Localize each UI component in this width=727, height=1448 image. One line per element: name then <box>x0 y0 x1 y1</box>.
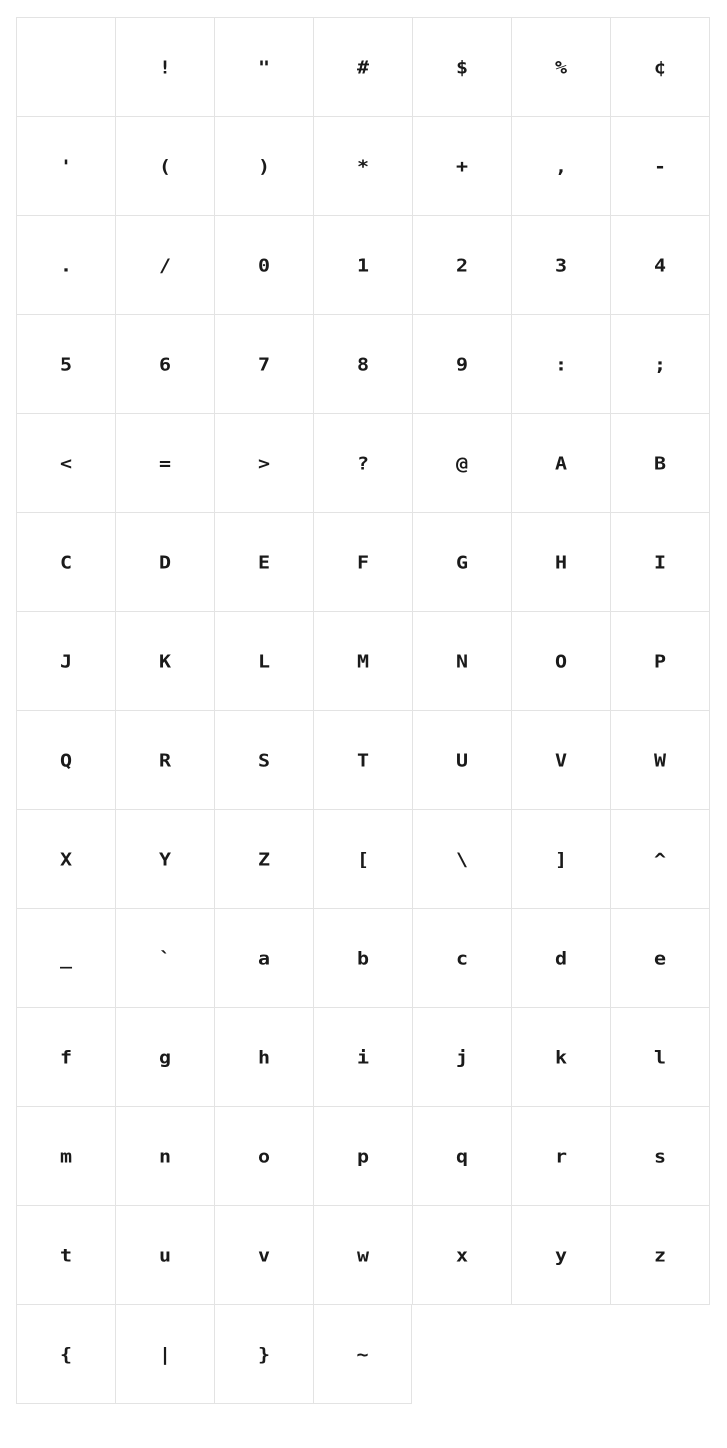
glyph-char: 4 <box>653 254 667 276</box>
glyph-char: m <box>59 1145 73 1167</box>
glyph-char: U <box>455 749 469 771</box>
glyph-row <box>16 809 711 908</box>
glyph-char: X <box>59 848 73 870</box>
glyph-cell <box>214 809 313 908</box>
glyph-char: ; <box>653 353 667 375</box>
glyph-cell <box>16 17 115 116</box>
glyph-cell <box>115 908 214 1007</box>
glyph-cell <box>214 1304 313 1404</box>
glyph-char: Z <box>257 848 271 870</box>
glyph-char: ) <box>257 155 271 177</box>
glyph-cell <box>16 908 115 1007</box>
glyph-char: ( <box>158 155 172 177</box>
glyph-cell <box>214 413 313 512</box>
glyph-row <box>16 215 711 314</box>
glyph-char: 2 <box>455 254 469 276</box>
glyph-cell <box>511 512 610 611</box>
glyph-char: ! <box>158 56 172 78</box>
glyph-char: ' <box>59 155 73 177</box>
glyph-cell <box>412 1007 511 1106</box>
glyph-char: C <box>59 551 73 573</box>
glyph-char: v <box>257 1244 271 1266</box>
glyph-cell <box>16 314 115 413</box>
glyph-cell <box>610 512 710 611</box>
glyph-char: 8 <box>356 353 370 375</box>
glyph-char: t <box>59 1244 73 1266</box>
glyph-char: \ <box>455 848 469 870</box>
glyph-cell <box>16 413 115 512</box>
glyph-cell <box>115 710 214 809</box>
glyph-cell <box>313 116 412 215</box>
glyph-char: M <box>356 650 370 672</box>
glyph-row <box>16 314 711 413</box>
glyph-char: N <box>455 650 469 672</box>
glyph-cell <box>511 809 610 908</box>
glyph-cell <box>16 512 115 611</box>
glyph-char: ^ <box>653 848 667 870</box>
glyph-row <box>16 17 711 116</box>
glyph-cell <box>412 1106 511 1205</box>
glyph-char: % <box>554 56 568 78</box>
glyph-char: O <box>554 650 568 672</box>
glyph-char: b <box>356 947 370 969</box>
glyph-cell <box>511 314 610 413</box>
glyph-char: l <box>653 1046 667 1068</box>
glyph-cell <box>313 1106 412 1205</box>
empty-cell <box>610 1304 709 1403</box>
glyph-cell <box>610 1007 710 1106</box>
glyph-cell <box>313 1304 412 1404</box>
glyph-cell <box>313 512 412 611</box>
glyph-cell <box>412 710 511 809</box>
glyph-cell <box>511 17 610 116</box>
glyph-char: j <box>455 1046 469 1068</box>
glyph-char: ` <box>158 947 172 969</box>
empty-cell <box>511 1304 610 1403</box>
glyph-cell <box>610 1106 710 1205</box>
glyph-char: y <box>554 1244 568 1266</box>
glyph-cell <box>412 215 511 314</box>
glyph-cell <box>115 215 214 314</box>
glyph-cell <box>214 116 313 215</box>
glyph-char: $ <box>455 56 469 78</box>
glyph-cell <box>115 611 214 710</box>
glyph-char: q <box>455 1145 469 1167</box>
glyph-cell <box>16 710 115 809</box>
glyph-cell <box>313 413 412 512</box>
glyph-char: w <box>356 1244 370 1266</box>
glyph-cell <box>214 908 313 1007</box>
glyph-char: a <box>257 947 271 969</box>
glyph-row <box>16 908 711 1007</box>
glyph-char: d <box>554 947 568 969</box>
glyph-char: 6 <box>158 353 172 375</box>
glyph-cell <box>313 1205 412 1304</box>
glyph-cell <box>610 908 710 1007</box>
glyph-row <box>16 1106 711 1205</box>
glyph-cell <box>115 413 214 512</box>
glyph-cell <box>511 1106 610 1205</box>
glyph-row <box>16 413 711 512</box>
glyph-cell <box>412 413 511 512</box>
glyph-cell <box>313 215 412 314</box>
glyph-char: ¢ <box>653 56 667 78</box>
glyph-row <box>16 116 711 215</box>
glyph-cell <box>214 611 313 710</box>
glyph-char: > <box>257 452 271 474</box>
glyph-char: | <box>158 1343 172 1365</box>
glyph-char: 7 <box>257 353 271 375</box>
glyph-cell <box>214 710 313 809</box>
glyph-char: H <box>554 551 568 573</box>
glyph-cell <box>511 1007 610 1106</box>
glyph-cell <box>16 1106 115 1205</box>
glyph-char: 9 <box>455 353 469 375</box>
glyph-char: h <box>257 1046 271 1068</box>
glyph-cell <box>16 611 115 710</box>
glyph-char: Q <box>59 749 73 771</box>
glyph-char: [ <box>356 848 370 870</box>
glyph-char: x <box>455 1244 469 1266</box>
glyph-char: + <box>455 155 469 177</box>
glyph-char: s <box>653 1145 667 1167</box>
glyph-row <box>16 710 711 809</box>
glyph-cell <box>412 908 511 1007</box>
glyph-cell <box>115 809 214 908</box>
glyph-row <box>16 611 711 710</box>
glyph-char: * <box>356 155 370 177</box>
glyph-cell <box>16 1007 115 1106</box>
glyph-char: T <box>356 749 370 771</box>
glyph-cell <box>610 1205 710 1305</box>
glyph-cell <box>115 1007 214 1106</box>
glyph-cell <box>313 17 412 116</box>
glyph-cell <box>610 314 710 413</box>
glyph-char: L <box>257 650 271 672</box>
glyph-cell <box>511 710 610 809</box>
glyph-char: A <box>554 452 568 474</box>
glyph-char: < <box>59 452 73 474</box>
glyph-cell <box>214 1205 313 1304</box>
glyph-char: K <box>158 650 172 672</box>
glyph-char: ~ <box>356 1343 369 1365</box>
glyph-char: e <box>653 947 667 969</box>
glyph-row <box>16 1205 711 1304</box>
glyph-char: E <box>257 551 271 573</box>
glyph-cell <box>511 908 610 1007</box>
glyph-char: G <box>455 551 469 573</box>
glyph-char: c <box>455 947 469 969</box>
glyph-cell <box>214 512 313 611</box>
empty-cell <box>412 1304 511 1403</box>
glyph-cell <box>511 1205 610 1305</box>
glyph-char: 0 <box>257 254 271 276</box>
glyph-char: W <box>653 749 667 771</box>
glyph-char: J <box>59 650 73 672</box>
glyph-cell <box>313 908 412 1007</box>
glyph-char: z <box>653 1244 667 1266</box>
glyph-cell <box>511 215 610 314</box>
glyph-cell <box>115 314 214 413</box>
glyph-char: o <box>257 1145 271 1167</box>
glyph-cell <box>214 215 313 314</box>
glyph-cell <box>511 413 610 512</box>
glyph-grid <box>16 17 711 1403</box>
glyph-row <box>16 1007 711 1106</box>
glyph-char: p <box>356 1145 370 1167</box>
glyph-char: Y <box>158 848 172 870</box>
glyph-char: - <box>653 155 667 177</box>
glyph-char: 3 <box>554 254 568 276</box>
glyph-cell <box>412 116 511 215</box>
glyph-cell <box>412 17 511 116</box>
glyph-char: _ <box>59 947 73 969</box>
glyph-cell <box>610 611 710 710</box>
glyph-cell <box>16 1205 115 1304</box>
glyph-cell <box>214 314 313 413</box>
glyph-cell <box>412 809 511 908</box>
glyph-cell <box>214 1007 313 1106</box>
glyph-cell <box>214 17 313 116</box>
glyph-cell <box>412 1205 511 1305</box>
glyph-cell <box>115 1106 214 1205</box>
glyph-char: P <box>653 650 667 672</box>
glyph-char: D <box>158 551 172 573</box>
glyph-cell <box>610 413 710 512</box>
glyph-cell <box>313 809 412 908</box>
glyph-char: { <box>59 1343 73 1365</box>
glyph-cell <box>313 611 412 710</box>
glyph-char: , <box>554 155 568 177</box>
glyph-cell <box>412 512 511 611</box>
glyph-cell <box>412 611 511 710</box>
glyph-cell <box>610 809 710 908</box>
glyph-char: @ <box>455 452 469 474</box>
glyph-cell <box>610 116 710 215</box>
glyph-char: I <box>653 551 667 573</box>
glyph-char: f <box>59 1046 73 1068</box>
glyph-cell <box>412 314 511 413</box>
glyph-char: ? <box>356 452 370 474</box>
glyph-char: : <box>554 353 568 375</box>
glyph-cell <box>313 1007 412 1106</box>
glyph-cell <box>115 1205 214 1304</box>
glyph-cell <box>16 1304 115 1404</box>
glyph-char: R <box>158 749 172 771</box>
glyph-char: F <box>356 551 370 573</box>
glyph-char: i <box>356 1046 370 1068</box>
glyph-char: r <box>554 1145 568 1167</box>
glyph-char: S <box>257 749 271 771</box>
glyph-char: " <box>257 56 271 78</box>
glyph-char: . <box>59 254 73 276</box>
glyph-char: / <box>158 254 172 276</box>
glyph-cell <box>610 215 710 314</box>
glyph-cell <box>115 512 214 611</box>
glyph-char: n <box>158 1145 172 1167</box>
glyph-cell <box>313 314 412 413</box>
glyph-cell <box>511 116 610 215</box>
glyph-char: = <box>158 452 172 474</box>
glyph-cell <box>16 116 115 215</box>
glyph-char: 5 <box>59 353 73 375</box>
glyph-cell <box>610 710 710 809</box>
glyph-cell <box>214 1106 313 1205</box>
glyph-cell <box>16 809 115 908</box>
glyph-cell <box>115 17 214 116</box>
glyph-cell <box>511 611 610 710</box>
glyph-char: k <box>554 1046 568 1068</box>
glyph-cell <box>115 1304 214 1404</box>
glyph-char: g <box>158 1046 172 1068</box>
glyph-char: } <box>257 1343 271 1365</box>
glyph-char: V <box>554 749 568 771</box>
glyph-char: u <box>158 1244 172 1266</box>
glyph-char: # <box>356 56 370 78</box>
glyph-cell <box>610 17 710 116</box>
glyph-char: 1 <box>356 254 370 276</box>
glyph-row <box>16 512 711 611</box>
glyph-row <box>16 1304 711 1403</box>
glyph-char: ] <box>554 848 568 870</box>
glyph-cell <box>313 710 412 809</box>
glyph-cell <box>16 215 115 314</box>
glyph-char: B <box>653 452 667 474</box>
glyph-cell <box>115 116 214 215</box>
